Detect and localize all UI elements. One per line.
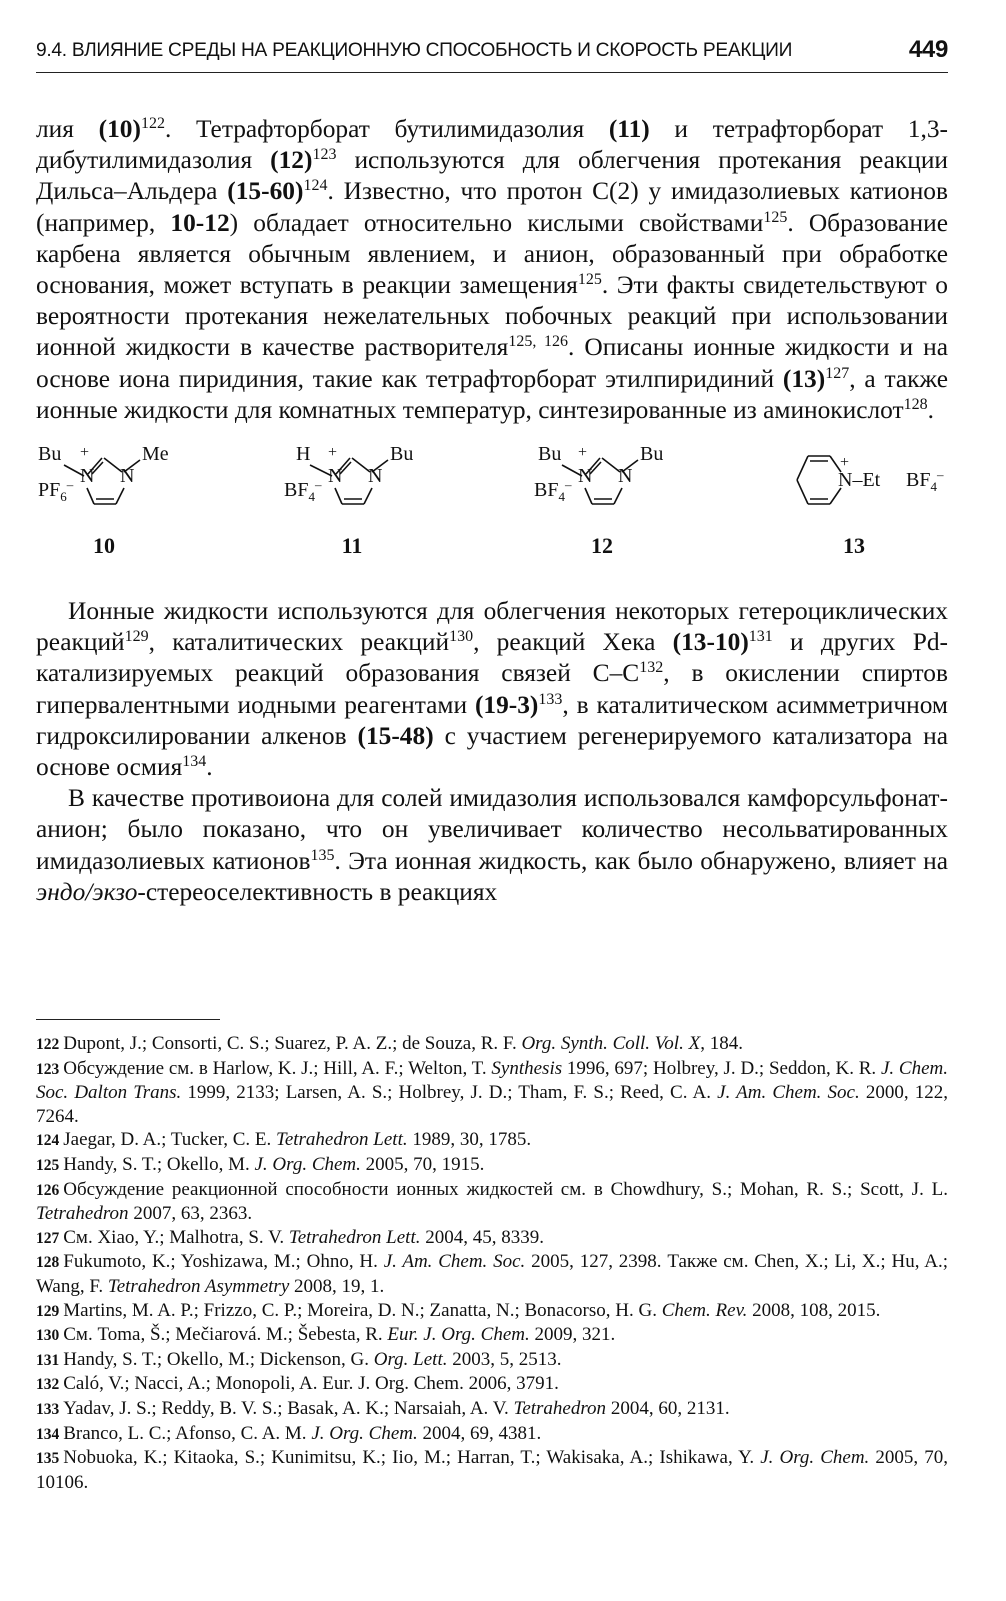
footnote-122	[36, 1032, 948, 1057]
compound-label-10: 10	[93, 533, 115, 559]
text-run: . Образование карбена является обычным явлением, и анион, образованный при обработке основания, может вступать в реакции замещения	[36, 208, 948, 300]
footnote-text: 2008, 108, 2015.	[747, 1299, 881, 1321]
journal-title: Eur. J. Org. Chem.	[387, 1324, 530, 1346]
substituent-label: Bu	[390, 443, 414, 466]
footnote-number: 127	[36, 1229, 60, 1247]
anion-formula: BF	[906, 469, 931, 492]
paragraph-2	[36, 596, 948, 783]
text-run: , реакций Хека	[473, 628, 673, 657]
footnote-number: 126	[36, 1181, 60, 1199]
footnote-text: 2003, 5, 2513.	[447, 1348, 562, 1370]
footnote-133	[36, 1397, 948, 1422]
footnote-text: 2005, 70, 10106.	[36, 1447, 948, 1493]
text-run: и тетрафторборат 1,3-дибутилимидазолия	[36, 115, 948, 175]
footnote-number: 128	[36, 1254, 60, 1272]
footnote-text: , 184.	[700, 1033, 743, 1054]
footnote-ref: 135	[310, 846, 335, 864]
substituent-label: H	[296, 443, 311, 466]
atom-label: N	[120, 465, 135, 488]
footnote-ref: 123	[312, 146, 337, 164]
charge-label: +	[328, 444, 338, 462]
journal-title: Tetrahedron	[36, 1203, 129, 1225]
footnote-text: 2005, 70, 1915.	[360, 1153, 485, 1175]
journal-title: J. Am. Chem. Soc.	[717, 1082, 860, 1104]
footnote-number: 130	[36, 1327, 60, 1345]
footnote-ref: 134	[182, 753, 207, 771]
footnote-123	[36, 1057, 948, 1129]
footnote-125	[36, 1153, 948, 1178]
footnote-text: Handy, S. T.; Okello, M.; Dickenson, G.	[63, 1348, 374, 1370]
text-run: -стереоселективность в реакциях	[137, 877, 498, 906]
journal-title: J. Am. Chem. Soc.	[383, 1251, 526, 1273]
footnote-text: Обсуждение реакционной способности ионных жидкостей см. в Chowdhury, S.; Mohan, R. S.; Scott, J. L.	[63, 1178, 948, 1200]
footnote-number: 131	[36, 1351, 60, 1369]
substituent-label: Bu	[640, 443, 664, 466]
footnote-ref: 125, 126	[508, 333, 568, 351]
footnote-number: 134	[36, 1425, 60, 1443]
footnote-text: Nobuoka, K.; Kitaoka, S.; Kunimitsu, K.; Iio, M.; Harran, T.; Wakisaka, A.; Ishikawa, Y.	[63, 1447, 761, 1469]
footnote-ref: 131	[748, 628, 773, 646]
journal-title: J. Org. Chem.	[254, 1153, 361, 1175]
footnote-text: 2009, 321.	[529, 1324, 616, 1346]
paragraph-1	[36, 114, 948, 426]
text-run: . Описаны ионные жидкости и на основе иона пиридиния, такие как тетрафторборат этилпиридиний	[36, 333, 948, 393]
compound-ref: 10-12	[170, 208, 230, 237]
anion-subscript: 4	[930, 479, 937, 495]
anion-formula: PF	[38, 479, 61, 502]
footnote-ref: 125	[763, 208, 788, 226]
atom-label: N	[368, 465, 383, 488]
substituent-label: Bu	[538, 443, 562, 466]
reaction-ref: (19-3)	[474, 690, 539, 719]
footnote-text: Fukumoto, K.; Yoshizawa, M.; Ohno, H.	[63, 1251, 384, 1273]
chemical-structures	[36, 442, 948, 574]
footnote-number: 122	[36, 1036, 60, 1053]
footnote-ref: 133	[538, 690, 563, 708]
body-text	[36, 114, 948, 908]
journal-title: Tetrahedron Asymmetry	[107, 1275, 290, 1297]
structure-10	[36, 444, 226, 524]
atom-label: N–Et	[838, 469, 881, 492]
footnote-135	[36, 1446, 948, 1494]
footnote-text: Jaegar, D. A.; Tucker, C. E.	[63, 1129, 276, 1151]
reaction-ref: (15-60)	[227, 177, 304, 206]
journal-title: Synthesis	[491, 1057, 563, 1079]
text-run: . Известно, что протон С(2) у имидазолиевых катионов (например,	[36, 177, 948, 237]
counter-anion	[906, 467, 944, 495]
charge-label: +	[578, 444, 588, 462]
footnote-ref: 124	[303, 177, 328, 195]
text-run: . Эти факты свидетельствуют о вероятности протекания нежелательных побочных реакций при использовании ионной жидкости в качестве растворителя	[36, 271, 948, 362]
footnote-129	[36, 1299, 948, 1324]
journal-title: J. Chem. Soc. Dalton Trans.	[36, 1057, 949, 1104]
footnote-number: 123	[36, 1060, 60, 1078]
footnote-ref: 125	[577, 271, 602, 289]
text-run: . Тетрафторборат бутилимидазолия	[164, 115, 609, 143]
compound-ref: (13)	[782, 364, 826, 393]
footnote-124	[36, 1128, 948, 1153]
footnote-text: 2004, 60, 2131.	[606, 1397, 730, 1419]
text-run: В качестве противоиона для солей имидазолия использовался камфорсульфонат-анион; было показано, что он увеличивает количество несольватированных имидазолиевых катионов	[36, 784, 948, 875]
footnote-text: 2004, 45, 8339.	[420, 1226, 544, 1248]
text-run: ) обладает относительно кислыми свойствами	[229, 208, 764, 237]
atom-label: N	[80, 465, 95, 488]
anion-charge: –	[564, 477, 572, 493]
footnote-ref: 132	[639, 659, 664, 677]
footnote-128	[36, 1250, 948, 1298]
text-run: используются для облегчения протекания реакции Дильса–Альдера	[36, 146, 948, 206]
text-run: .	[927, 395, 934, 424]
anion-subscript: 6	[60, 489, 67, 505]
atom-label: N	[578, 465, 593, 488]
footnote-number: 124	[36, 1132, 60, 1150]
footnote-text: 2004, 69, 4381.	[417, 1422, 542, 1444]
text-run: , в каталитическом асимметричном гидроксилировании алкенов	[36, 690, 948, 750]
text-run: с участием регенерируемого катализатора на основе осмия	[36, 721, 948, 782]
journal-title: J. Org. Chem.	[760, 1447, 870, 1469]
anion-charge: –	[936, 467, 944, 483]
text-run: .	[206, 753, 213, 782]
counter-anion	[284, 477, 322, 505]
anion-formula: BF	[534, 479, 559, 502]
running-header	[36, 34, 948, 72]
footnote-text: См. Xiao, Y.; Malhotra, S. V.	[63, 1226, 289, 1248]
footnote-number: 125	[36, 1156, 60, 1174]
substituent-label: Me	[142, 443, 169, 466]
text-run: Ионные жидкости используются для облегчения некоторых гетероциклических реакций	[36, 597, 948, 657]
footnote-ref: 127	[825, 364, 850, 382]
footnote-130	[36, 1323, 948, 1348]
paragraph-3	[36, 783, 948, 908]
text-run: , каталитических реакций	[148, 628, 450, 657]
atom-label: N	[328, 465, 343, 488]
counter-anion	[534, 477, 572, 505]
book-page	[36, 34, 948, 1574]
journal-title: Org. Lett.	[373, 1348, 448, 1370]
anion-charge: –	[66, 477, 74, 493]
compound-label-11: 11	[341, 533, 363, 559]
text-run: , а также ионные жидкости для комнатных температур, синтезированные из аминокислот	[36, 364, 948, 424]
charge-label: +	[80, 444, 90, 462]
footnote-ref: 129	[124, 628, 149, 646]
footnote-text: 2005, 127, 2398. Также см. Chen, X.; Li, X.; Hu, A.; Wang, F.	[36, 1251, 948, 1297]
footnote-list	[36, 1032, 948, 1494]
italic-term: эндо/экзо	[36, 877, 138, 906]
footnote-number: 129	[36, 1302, 60, 1320]
footnote-text: Handy, S. T.; Okello, M.	[63, 1153, 255, 1175]
substituent-label: Bu	[38, 443, 62, 466]
text-run: , в окислении спиртов гипервалентными иодными реагентами	[36, 659, 948, 719]
journal-title: J. Org. Chem.	[311, 1422, 418, 1444]
structure-12	[534, 444, 724, 524]
journal-title: Tetrahedron	[513, 1397, 607, 1419]
compound-ref: (10)	[98, 115, 141, 143]
footnote-text: Branco, L. C.; Afonso, C. A. M.	[63, 1422, 312, 1444]
anion-subscript: 4	[308, 489, 315, 505]
footnote-number: 135	[36, 1450, 60, 1468]
compound-ref: (12)	[270, 146, 313, 175]
structure-11	[284, 444, 474, 524]
footnote-number: 133	[36, 1400, 60, 1418]
footnote-text: 1996, 697; Holbrey, J. D.; Seddon, K. R.	[562, 1057, 881, 1079]
running-title: 9.4. ВЛИЯНИЕ СРЕДЫ НА РЕАКЦИОННУЮ СПОСОБНОСТЬ И СКОРОСТЬ РЕАКЦИИ	[36, 40, 793, 61]
anion-subscript: 4	[558, 489, 565, 505]
footnote-text: 2008, 19, 1.	[289, 1275, 385, 1297]
reaction-ref: (15-48)	[357, 721, 434, 750]
text-run: и других Pd-катализируемых реакций образования связей С–С	[36, 628, 949, 688]
footnote-131	[36, 1348, 948, 1373]
structure-13	[786, 444, 948, 524]
anion-charge: –	[314, 477, 322, 493]
footnote-text: Caló, V.; Nacci, A.; Monopoli, A. Eur. J. Org. Chem. 2006, 3791.	[63, 1373, 559, 1395]
charge-label: +	[840, 454, 850, 472]
footnote-127	[36, 1226, 948, 1251]
page-number: 449	[908, 36, 948, 63]
compound-label-12: 12	[591, 533, 613, 559]
footnote-ref: 128	[903, 395, 928, 413]
footnote-text: 2000, 122, 7264.	[36, 1082, 948, 1127]
footnote-ref: 130	[449, 628, 474, 646]
footnote-text: 1999, 2133; Larsen, A. S.; Holbrey, J. D.; Tham, F. S.; Reed, C. A.	[181, 1082, 718, 1104]
atom-label: N	[618, 465, 633, 488]
reaction-ref: (13-10)	[672, 628, 749, 657]
footnote-separator	[36, 1019, 220, 1020]
footnote-text: Dupont, J.; Consorti, C. S.; Suarez, P. A. Z.; de Souza, R. F.	[63, 1033, 522, 1054]
footnote-text: 1989, 30, 1785.	[407, 1129, 532, 1151]
footnote-text: Обсуждение см. в Harlow, K. J.; Hill, A. F.; Welton, T.	[63, 1057, 492, 1079]
text-run: лия	[36, 115, 99, 143]
journal-title: Tetrahedron Lett.	[288, 1226, 421, 1248]
footnote-ref: 122	[140, 115, 165, 132]
journal-title: Tetrahedron Lett.	[276, 1129, 408, 1151]
footnote-text: 2007, 63, 2363.	[128, 1203, 253, 1225]
footnote-126	[36, 1178, 948, 1226]
compound-label-13: 13	[843, 533, 865, 559]
counter-anion	[38, 477, 74, 505]
footnote-number: 132	[36, 1376, 60, 1394]
footnotes	[36, 1019, 948, 1494]
footnote-text: Martins, M. A. P.; Frizzo, C. P.; Moreira, D. N.; Zanatta, N.; Bonacorso, H. G.	[63, 1299, 662, 1321]
anion-formula: BF	[284, 479, 309, 502]
footnote-text: См. Toma, Š.; Mečiarová. M.; Šebesta, R.	[63, 1324, 388, 1346]
footnote-132	[36, 1372, 948, 1397]
footnote-text: Yadav, J. S.; Reddy, B. V. S.; Basak, A. K.; Narsaiah, A. V.	[63, 1397, 514, 1419]
text-run: . Эта ионная жидкость, как было обнаружено, влияет на	[334, 846, 948, 875]
header-rule	[36, 72, 948, 73]
compound-ref: (11)	[608, 115, 650, 143]
footnote-134	[36, 1422, 948, 1447]
journal-title: Org. Synth. Coll. Vol. X	[521, 1033, 701, 1054]
journal-title: Chem. Rev.	[661, 1299, 748, 1321]
